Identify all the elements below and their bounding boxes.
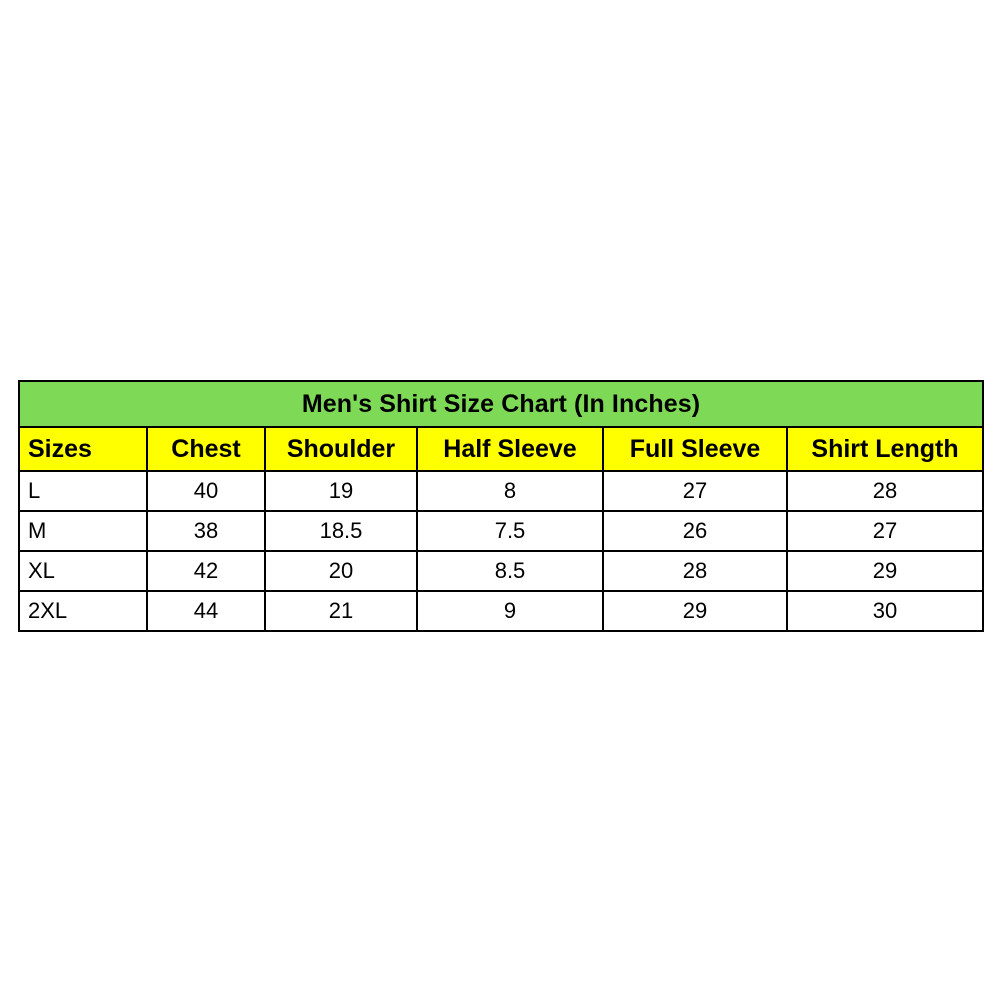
cell-size: 2XL [19,591,147,631]
cell-half-sleeve: 8 [417,471,603,511]
column-header-half-sleeve: Half Sleeve [417,427,603,471]
cell-shoulder: 18.5 [265,511,417,551]
cell-shoulder: 20 [265,551,417,591]
cell-size: M [19,511,147,551]
table-header-row [19,427,983,471]
cell-size: XL [19,551,147,591]
cell-half-sleeve: 7.5 [417,511,603,551]
cell-chest: 44 [147,591,265,631]
column-header-shoulder: Shoulder [265,427,417,471]
table-title-row [19,381,983,427]
cell-full-sleeve: 26 [603,511,787,551]
cell-chest: 38 [147,511,265,551]
table-row [19,511,983,551]
cell-size: L [19,471,147,511]
cell-shoulder: 21 [265,591,417,631]
cell-half-sleeve: 9 [417,591,603,631]
table-row [19,551,983,591]
cell-half-sleeve: 8.5 [417,551,603,591]
cell-shirt-length: 30 [787,591,983,631]
table-row [19,591,983,631]
column-header-chest: Chest [147,427,265,471]
cell-shirt-length: 29 [787,551,983,591]
column-header-shirt-length: Shirt Length [787,427,983,471]
cell-shirt-length: 27 [787,511,983,551]
chart-title: Men's Shirt Size Chart (In Inches) [19,381,983,427]
cell-chest: 42 [147,551,265,591]
column-header-sizes: Sizes [19,427,147,471]
cell-shoulder: 19 [265,471,417,511]
size-chart-table [18,380,984,632]
cell-full-sleeve: 29 [603,591,787,631]
cell-shirt-length: 28 [787,471,983,511]
size-chart-container [18,380,982,632]
cell-full-sleeve: 27 [603,471,787,511]
cell-full-sleeve: 28 [603,551,787,591]
table-row [19,471,983,511]
column-header-full-sleeve: Full Sleeve [603,427,787,471]
cell-chest: 40 [147,471,265,511]
